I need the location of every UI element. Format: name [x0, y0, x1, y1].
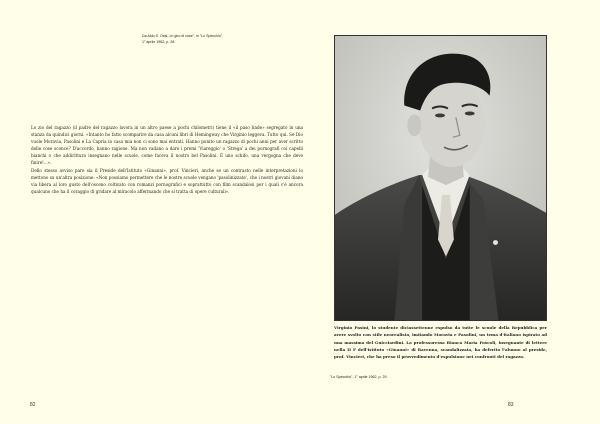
right-page	[300, 0, 600, 424]
portrait-illustration	[335, 36, 546, 320]
body-text	[31, 124, 303, 195]
page-number-right: 83	[508, 402, 514, 408]
photo-caption: Virginio Pasini, lo studente diciassettenne espulso da tutte le scuole della Repubblica per avere svolto con stile neorealista, imitando Moravia e Pasolini, un tema d'italiano ispirato ad una massima del Guicciardini. La professoressa Bianca Maria Foscoli, insegnante di lettere nella II F dell'istituto «Ginanni» di Ravenna, scandalizzata, ha deferito l'alunno al preside, prof. Vincieri, che ha preso il provvedimento d'espulsione nei confronti del ragazzo.	[334, 325, 547, 360]
photo-source-note: "Lo Specchio", 1° aprile 1962, p. 29.	[330, 375, 388, 379]
source-note-line1: Da Aldo S. Ossi, „In giro di cose", in "Lo Specchio",	[142, 34, 224, 38]
source-note	[142, 34, 312, 45]
body-paragraph-2: Dello stesso avviso pare sia il Preside dell'Istituto «Ginanni», prof. Vincieri, anche se un contrasto nelle interpretazioni lo mettono su un'altra posizione: «Non possiamo permettere che le nostre scuole vengano 'pasolinizzate', che i nostri giovani diano via libera al loro gusto dell'osceno coltivato con romanzi pornografici e soprattutto con film scandalosi per i quali c'è ancora qualcuno che ha il coraggio di gridare al miracolo affermando che si tratta di opere culturali».	[31, 167, 303, 194]
source-note-line2: 1° aprile 1962, p. 28.	[142, 39, 176, 44]
portrait-photo	[334, 35, 547, 321]
body-paragraph-1: Lo zio del ragazzo (il padre del ragazzo lavora in un altro paese a pochi chilometri) tiene il «il paso linde» segregato in una stanza da quindici giorni. «Intanto ho fatto scomparire da casa alcuni libri di Hemingway che Virginio leggeva. Tutto qui. Se Dio vuole Moravia, Pasolini e La Capria in casa mia non ci sono mai entrati. Hanno punito un ragazzo di pochi anni per aver scritto delle cose sconce? D'accordo, hanno ragione. Ma non vadano a dare i premi 'Viareggio' o 'Strega' a dei pornografi coi capelli bianchi o che addirittura insegnano nelle scuole, come faceva il nostro bel Pasolini. È uno schifo, una vergogna che deve finire!...».	[31, 125, 303, 166]
page-number-left: 82	[30, 402, 36, 408]
